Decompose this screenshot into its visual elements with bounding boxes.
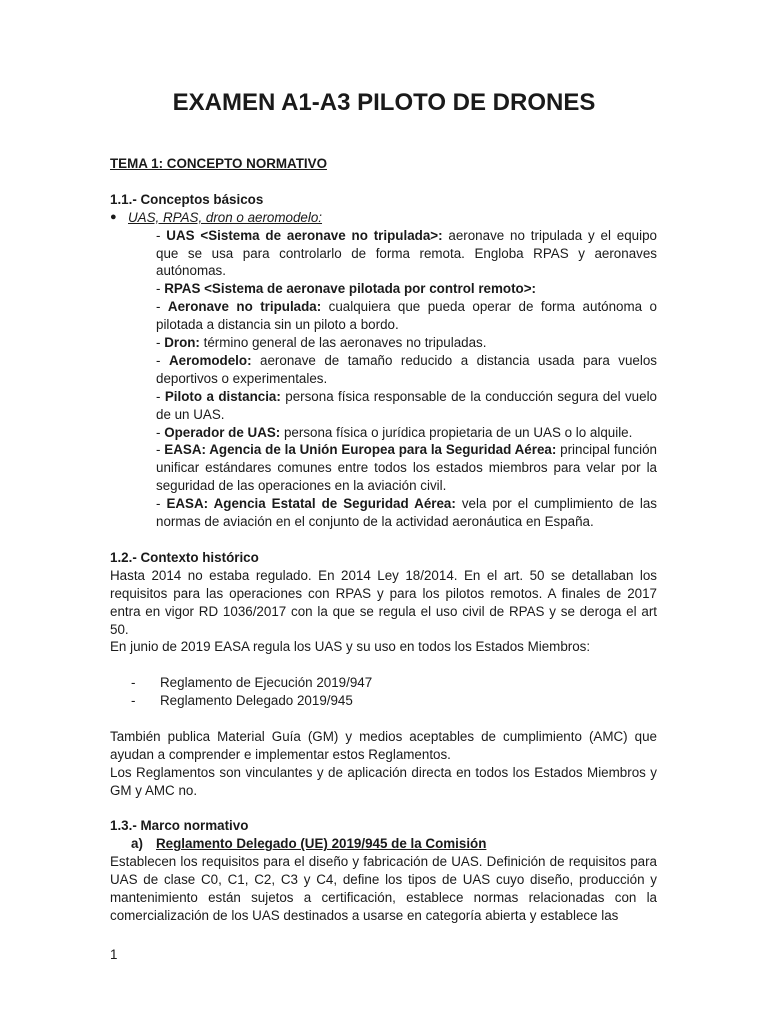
definition-aeronave-no-tripulada: - Aeronave no tripulada: cualquiera que pueda operar de forma autónoma o pilotada a distancia sin un piloto a bordo. <box>156 299 658 333</box>
definition-uas: - UAS <Sistema de aeronave no tripulada>: aeronave no tripulada y el equipo que se usa para controlarlo de forma remota. Engloba RPAS y aeronaves autónomas. <box>156 227 657 279</box>
history-paragraph-4: Los Reglamentos son vinculantes y de aplicación directa en todos los Estados Miembros y GM y AMC no. <box>110 764 657 798</box>
bullet-item <box>110 209 657 227</box>
list-item-text: Reglamento Delegado 2019/945 <box>160 693 353 709</box>
section-1-1-heading: 1.1.- Conceptos básicos <box>110 191 264 207</box>
bullet-label: UAS, RPAS, dron o aeromodelo: <box>128 209 323 225</box>
list-item: - Reglamento de Ejecución 2019/947 <box>131 675 373 691</box>
history-paragraph-1: Hasta 2014 no estaba regulado. En 2014 Ley 18/2014. En el art. 50 se detallaban los requisitos para las operaciones con RPAS y para los pilotos remotos. A finales de 2017 entra en vigor RD 1036/2017 con la que se regula el uso civil de RPAS y se deroga el art 50. <box>110 567 657 637</box>
section-1-3-heading: 1.3.- Marco normativo <box>110 818 249 834</box>
tema-heading: TEMA 1: CONCEPTO NORMATIVO <box>110 156 327 171</box>
definition-aeromodelo: - Aeromodelo: aeronave de tamaño reducido a distancia usada para vuelos deportivos o experimentales. <box>156 352 657 386</box>
list-item-text: Reglamento de Ejecución 2019/947 <box>160 675 373 691</box>
history-paragraph-2: En junio de 2019 EASA regula los UAS y su uso en todos los Estados Miembros: <box>110 639 591 655</box>
subsection-letter: a) <box>131 836 143 852</box>
section-1-2-heading: 1.2.- Contexto histórico <box>110 549 259 565</box>
subsection-title: Reglamento Delegado (UE) 2019/945 de la Comisión <box>156 836 487 852</box>
definition-operador-uas: - Operador de UAS: persona física o jurídica propietaria de un UAS o lo alquile. <box>156 424 633 440</box>
list-item: - Reglamento Delegado 2019/945 <box>131 693 353 709</box>
document-body <box>110 155 657 925</box>
definition-piloto-a-distancia: - Piloto a distancia: persona física responsable de la conducción segura del vuelo de un UAS. <box>156 388 657 422</box>
history-paragraph-3: También publica Material Guía (GM) y medios aceptables de cumplimiento (AMC) que ayudan a comprender e implementar estos Reglamentos. <box>110 728 657 762</box>
framework-paragraph-1: Establecen los requisitos para el diseño y fabricación de UAS. Definición de requisitos para UAS de clase C0, C1, C2, C3 y C4, define los tipos de UAS cuyo diseño, producción y mantenimiento están sujetos a certificación, establece normas relacionadas con la comercialización de los UAS destinados a usarse en categoría abierta y establece las <box>110 854 657 923</box>
bullet-dot-icon: ● <box>110 210 117 223</box>
subsection-a <box>131 835 657 853</box>
definition-dron: - Dron: término general de las aeronaves no tripuladas. <box>156 335 487 351</box>
definition-easa-estatal: - EASA: Agencia Estatal de Seguridad Aérea: vela por el cumplimiento de las normas de aviación en el conjunto de la actividad aeronáutica en España. <box>156 496 657 530</box>
document-title: EXAMEN A1-A3 PILOTO DE DRONES <box>172 89 596 116</box>
page-number: 1 <box>110 947 118 962</box>
definition-rpas: - RPAS <Sistema de aeronave pilotada por control remoto>: <box>156 281 536 297</box>
definition-easa-union-europea: - EASA: Agencia de la Unión Europea para la Seguridad Aérea: principal función unificar estándares comunes entre todos los estados miembros para velar por la seguridad de las operaciones en la aviación civil. <box>156 442 657 494</box>
